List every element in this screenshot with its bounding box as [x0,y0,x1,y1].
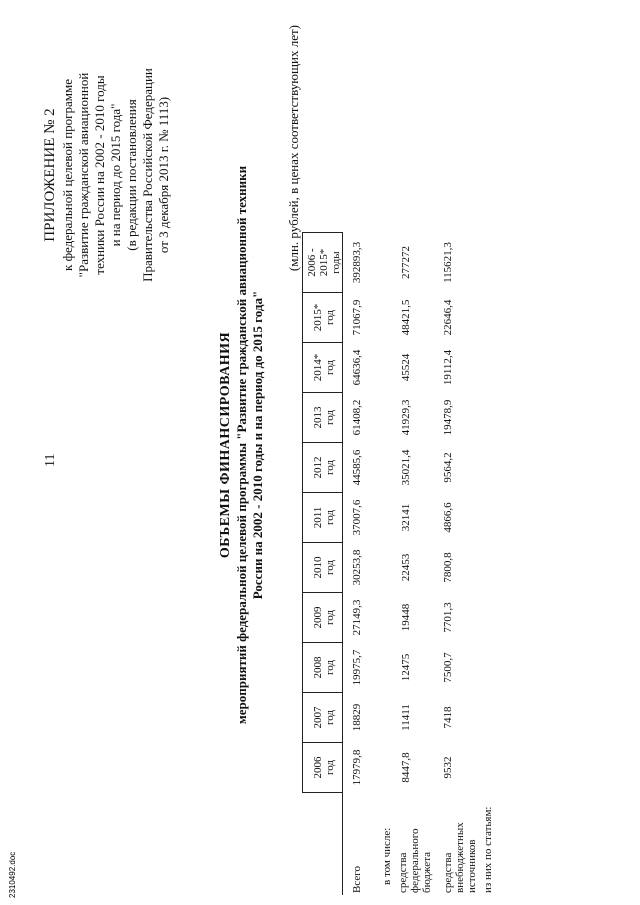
column-year: 2006 - 2015* [306,248,330,277]
column-unit: год [324,409,336,426]
table-cell: 19975,7 [351,649,363,686]
table-cell: 115621,3 [442,242,454,283]
document-title [218,85,266,805]
row-label: Всего [351,866,363,893]
table-header-row [303,233,343,896]
table-row [343,233,382,896]
title-main: ОБЪЕМЫ ФИНАНСИРОВАНИЯ [218,331,233,559]
table-cell: 37007,6 [351,499,363,536]
table-cell: 392893,3 [351,241,363,284]
column-unit: год [324,659,336,676]
appendix-line: "Развитие гражданской авиационной [76,72,91,278]
table-cell: 22453 [400,553,412,582]
table-cell: 7418 [442,706,454,729]
table-cell: 7500,7 [442,652,454,683]
table-cell: 7701,3 [442,602,454,633]
table-cell: 41929,3 [400,399,412,436]
column-unit: год [324,709,336,726]
column-year: 2009 [312,606,324,629]
table-cell: 8447,8 [400,752,412,783]
column-header [303,233,343,293]
table-cell: 45524 [400,353,412,382]
title-subtitle-line: России на 2002 - 2010 годы и на период до 2015 года" [250,290,265,600]
table-cell: 19448 [400,603,412,632]
column-year: 2012 [312,456,324,479]
table-cell: 277272 [400,246,412,279]
column-header [303,693,343,743]
column-unit: год [324,559,336,576]
table-cell: 22646,4 [442,299,454,336]
table-cell: 44585,6 [351,449,363,486]
row-label: средства внебюджетных источников [442,822,478,893]
table-cell: 17979,8 [351,749,363,786]
table-row [482,233,500,896]
column-year: 2008 [312,656,324,679]
header-blank-cell [303,793,343,896]
table-cell: 48421,5 [400,299,412,336]
table-cell: 61408,2 [351,399,363,436]
table-cell: 18829 [351,703,363,732]
column-year: 2007 [312,706,324,729]
appendix-block [42,15,172,335]
column-header [303,343,343,393]
appendix-heading: ПРИЛОЖЕНИЕ № 2 [42,108,58,242]
column-unit: год [324,459,336,476]
appendix-line: к федеральной целевой программе [60,79,75,271]
column-year: 2013 [312,406,324,429]
row-label: в том числе: [381,827,393,885]
table-cell: 9532 [442,756,454,779]
doc-id: 2310492.doc [8,851,17,898]
row-label: из них по статьям: [482,806,494,893]
column-unit: год [324,509,336,526]
column-year: 2010 [312,556,324,579]
column-unit: год [324,309,336,326]
column-header [303,293,343,343]
column-year: 2011 [312,506,324,529]
table-cell: 7800,8 [442,552,454,583]
table-cell: 64636,4 [351,349,363,386]
appendix-line: Правительства Российской Федерации [140,68,155,282]
table-cell: 35021,4 [400,449,412,486]
table-cell: 19112,4 [442,349,454,386]
column-year: 2014* [312,353,324,382]
column-header [303,393,343,443]
row-label: средства федерального бюджета [397,828,433,893]
table-cell: 19478,9 [442,399,454,436]
column-header [303,593,343,643]
table-row [397,233,436,896]
doc-id-container [8,851,48,900]
table-cell: 4866,6 [442,502,454,533]
table-cell: 71067,9 [351,299,363,336]
column-header [303,443,343,493]
column-header [303,543,343,593]
table-cell: 11411 [400,704,412,731]
column-unit: год [324,759,336,776]
units-note: (млн. рублей, в ценах соответствующих лет) [286,25,301,272]
column-unit: годы [330,251,342,274]
table-row [381,233,397,896]
financing-table [302,232,500,895]
title-subtitle-line: мероприятий федеральной целевой программы "Развитие гражданской авиационной техники [234,165,249,725]
page-number: 11 [43,453,58,467]
appendix-line: от 3 декабря 2013 г. № 1113) [156,96,171,254]
table-cell: 27149,3 [351,599,363,636]
column-header [303,743,343,793]
table-cell: 30253,8 [351,549,363,586]
appendix-line: техники России на 2002 - 2010 годы [92,75,107,275]
column-year: 2006 [312,756,324,779]
column-header [303,493,343,543]
column-header [303,643,343,693]
column-unit: год [324,609,336,626]
table-cell: 9564,2 [442,452,454,483]
table-cell: 32141 [400,503,412,532]
appendix-line: (в редакции постановления [124,99,139,251]
table-row [436,233,482,896]
column-year: 2015* [312,303,324,332]
table-cell: 12475 [400,653,412,682]
appendix-line: и на период до 2015 года" [108,103,123,247]
column-unit: год [324,359,336,376]
